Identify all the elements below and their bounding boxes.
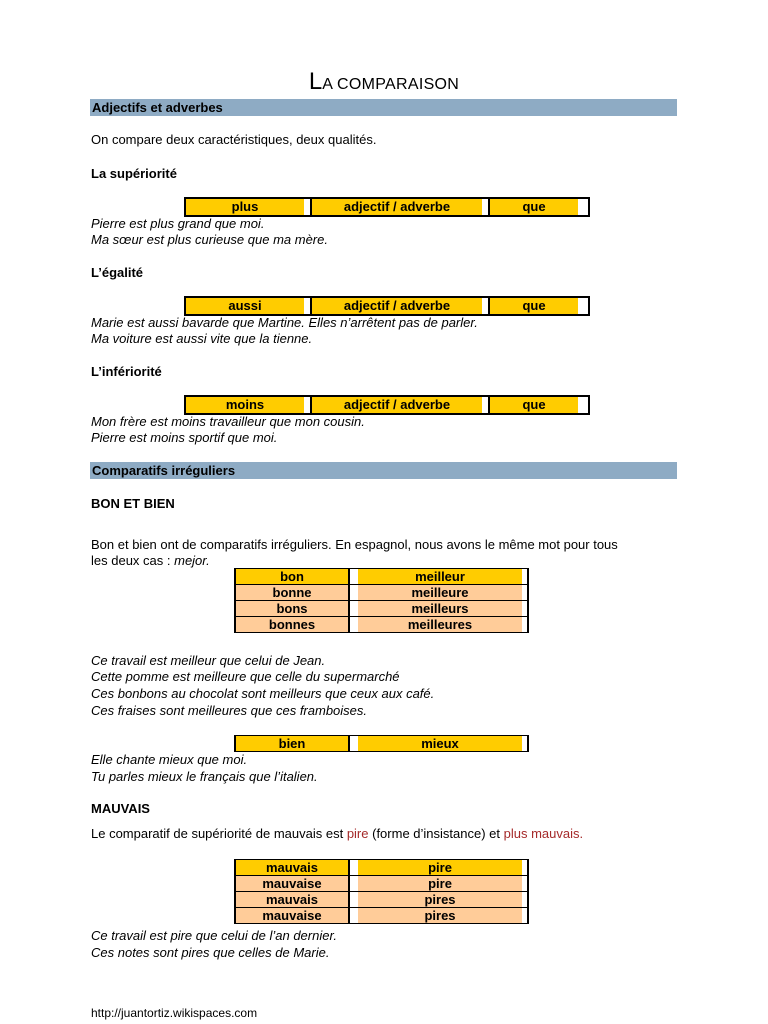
bien-example-1: Elle chante mieux que moi.: [91, 752, 248, 767]
formula-cell-que: que: [488, 397, 578, 413]
formula-cell-adjective: adjectif / adverbe: [310, 397, 482, 413]
mauvais-example-2: Ces notes sont pires que celles de Marie.: [91, 945, 330, 960]
bon-example-3: Ces bonbons au chocolat sont meilleurs que ceux aux café.: [91, 686, 435, 701]
table-cell: mauvaise: [235, 876, 349, 892]
table-row: [235, 892, 528, 908]
table-cell: mauvais: [235, 892, 349, 908]
formula-cell-que: que: [488, 298, 578, 314]
table-row: [235, 736, 528, 752]
formula-cell-adjective: adjectif / adverbe: [310, 298, 482, 314]
title-initial: L: [308, 68, 323, 95]
table-row: [235, 569, 528, 585]
equality-formula: [184, 296, 590, 316]
bon-bien-label: BON ET BIEN: [91, 496, 175, 511]
formula-cell-moins: moins: [184, 397, 304, 413]
mauvais-intro-plus-mauvais: plus mauvais: [503, 826, 580, 841]
formula-cell-adjective: adjectif / adverbe: [310, 199, 482, 215]
bon-comparatives-table: [234, 568, 529, 633]
formula-cell-aussi: aussi: [184, 298, 304, 314]
superiority-formula: [184, 197, 590, 217]
inferiority-example-1: Mon frère est moins travailleur que mon cousin.: [91, 414, 365, 429]
table-cell: bon: [235, 569, 349, 585]
equality-example-2: Ma voiture est aussi vite que la tienne.: [91, 331, 313, 346]
title-rest: A COMPARAISON: [322, 76, 460, 93]
mauvais-comparatives-table: [234, 859, 529, 924]
equality-example-1: Marie est aussi bavarde que Martine. Elles n’arrêtent pas de parler.: [91, 315, 478, 330]
section1-intro: On compare deux caractéristiques, deux qualités.: [91, 132, 377, 147]
table-cell: pires: [358, 908, 522, 924]
bien-comparative-table: [234, 735, 529, 752]
table-cell: meilleurs: [358, 601, 522, 617]
mauvais-intro: [91, 826, 583, 841]
superiority-example-2: Ma sœur est plus curieuse que ma mère.: [91, 232, 328, 247]
mauvais-intro-end: .: [579, 826, 584, 841]
formula-end-cap: [584, 397, 590, 413]
table-cell: mauvaise: [235, 908, 349, 924]
footer-url: http://juantortiz.wikispaces.com: [91, 1006, 258, 1020]
formula-cell-plus: plus: [184, 199, 304, 215]
table-cell: bonne: [235, 585, 349, 601]
mauvais-intro-prefix: Le comparatif de supériorité de mauvais est: [91, 826, 347, 841]
section-heading-irregular: Comparatifs irréguliers: [90, 462, 677, 479]
table-row: [235, 876, 528, 892]
inferiority-example-2: Pierre est moins sportif que moi.: [91, 430, 278, 445]
table-row: [235, 601, 528, 617]
mauvais-intro-pire: pire: [346, 826, 369, 841]
formula-end-cap: [584, 199, 590, 215]
bon-example-1: Ce travail est meilleur que celui de Jean.: [91, 653, 326, 668]
page-title: [0, 68, 768, 96]
table-row: [235, 908, 528, 924]
formula-end-cap: [584, 298, 590, 314]
table-row: [235, 617, 528, 633]
table-cell: bons: [235, 601, 349, 617]
equality-label: L’égalité: [91, 265, 144, 280]
bien-example-2: Tu parles mieux le français que l’italien.: [91, 769, 318, 784]
mauvais-example-1: Ce travail est pire que celui de l’an dernier.: [91, 928, 337, 943]
section-heading-adjectives: Adjectifs et adverbes: [90, 99, 677, 116]
mauvais-intro-middle: (forme d’insistance) et: [368, 826, 504, 841]
table-cell: pire: [358, 876, 522, 892]
table-row: [235, 585, 528, 601]
bon-intro-line-2: [91, 553, 210, 568]
bon-intro-line-1: Bon et bien ont de comparatifs irréguliers. En espagnol, nous avons le même mot pour tous: [91, 537, 618, 552]
bon-intro-mejor: mejor.: [174, 553, 210, 568]
table-cell: meilleur: [358, 569, 522, 585]
table-cell: meilleures: [358, 617, 522, 633]
mauvais-label: MAUVAIS: [91, 801, 150, 816]
bon-example-2: Cette pomme est meilleure que celle du supermarché: [91, 669, 400, 684]
table-cell: mieux: [358, 736, 522, 752]
inferiority-formula: [184, 395, 590, 415]
table-cell: meilleure: [358, 585, 522, 601]
table-cell: mauvais: [235, 860, 349, 876]
inferiority-label: L’infériorité: [91, 364, 162, 379]
table-cell: pire: [358, 860, 522, 876]
formula-cell-que: que: [488, 199, 578, 215]
table-cell: bien: [235, 736, 349, 752]
superiority-example-1: Pierre est plus grand que moi.: [91, 216, 265, 231]
table-row: [235, 860, 528, 876]
table-cell: pires: [358, 892, 522, 908]
superiority-label: La supériorité: [91, 166, 177, 181]
bon-example-4: Ces fraises sont meilleures que ces framboises.: [91, 703, 368, 718]
bon-intro-prefix: les deux cas :: [91, 553, 175, 568]
table-cell: bonnes: [235, 617, 349, 633]
